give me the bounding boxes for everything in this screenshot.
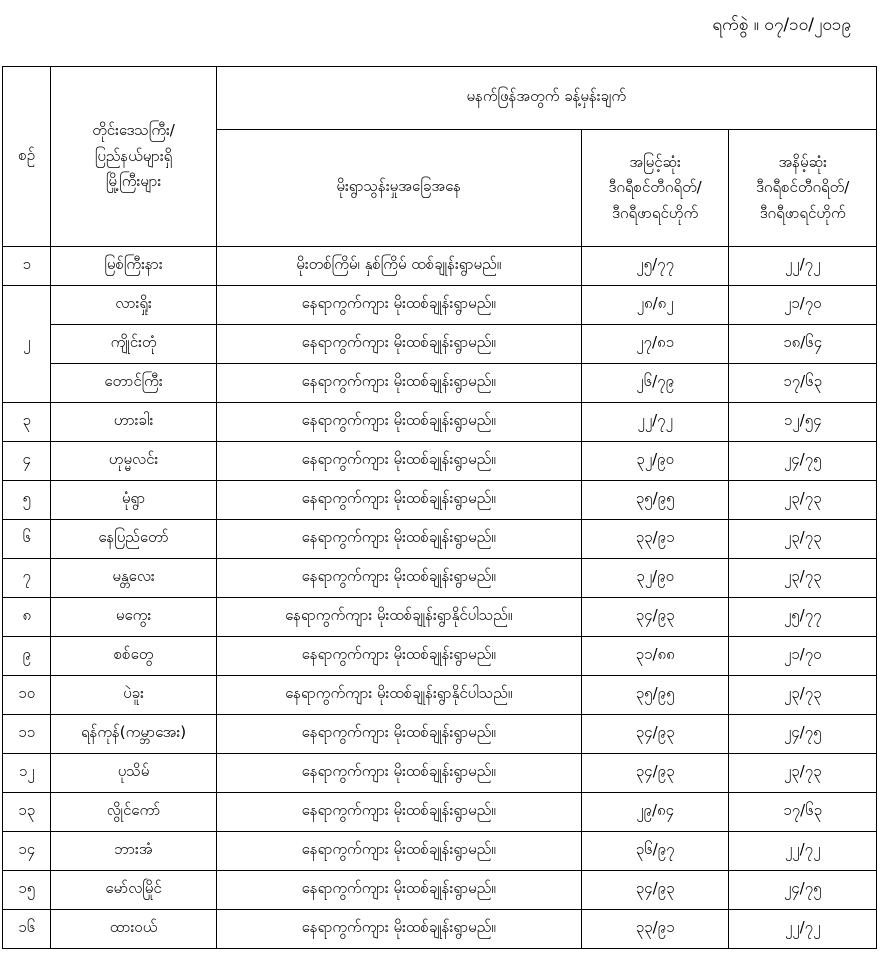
city-cell: မြစ်ကြီးနား xyxy=(51,247,216,286)
table-row xyxy=(3,403,877,442)
condition-cell: နေရာကွက်ကျား မိုးထစ်ချုန်းရွာမည်။ xyxy=(216,286,581,325)
min-temp-cell: ၂၃/၇၃ xyxy=(729,520,877,559)
condition-cell: နေရာကွက်ကျား မိုးထစ်ချုန်းရွာမည်။ xyxy=(216,364,581,403)
condition-cell: နေရာကွက်ကျား မိုးထစ်ချုန်းရွာမည်။ xyxy=(216,715,581,754)
min-temp-cell: ၂၂/၇၂ xyxy=(729,832,877,871)
city-cell: ထားဝယ် xyxy=(51,910,216,949)
table-row xyxy=(3,910,877,949)
condition-cell: နေရာကွက်ကျား မိုးထစ်ချုန်းရွာမည်။ xyxy=(216,871,581,910)
serial-cell: ၆ xyxy=(3,520,51,559)
city-cell: မုံရွာ xyxy=(51,481,216,520)
min-temp-cell: ၂၄/၇၅ xyxy=(729,715,877,754)
max-temp-cell: ၃၁/၈၈ xyxy=(581,637,729,676)
city-cell: မော်လမြိုင် xyxy=(51,871,216,910)
table-row xyxy=(3,481,877,520)
city-cell: ပုသိမ် xyxy=(51,754,216,793)
max-temp-cell: ၃၄/၉၃ xyxy=(581,715,729,754)
city-cell: ပဲခူး xyxy=(51,676,216,715)
serial-cell: ၃ xyxy=(3,403,51,442)
max-temp-cell: ၃၆/၉၇ xyxy=(581,832,729,871)
condition-cell: နေရာကွက်ကျား မိုးထစ်ချုန်းရွာနိုင်ပါသည်။ xyxy=(216,676,581,715)
serial-cell: ၁၂ xyxy=(3,754,51,793)
serial-cell: ၅ xyxy=(3,481,51,520)
condition-cell: နေရာကွက်ကျား မိုးထစ်ချုန်းရွာမည်။ xyxy=(216,559,581,598)
condition-cell: မိုးတစ်ကြိမ်၊ နှစ်ကြိမ် ထစ်ချုန်းရွာမည်။ xyxy=(216,247,581,286)
serial-cell: ၁၆ xyxy=(3,910,51,949)
header-max-temp: အမြင့်ဆုံး ဒီဂရီစင်တီဂရိတ်/ ဒီဂရီဖာရင်ဟိုက် xyxy=(581,130,729,247)
max-temp-cell: ၃၂/၉၀ xyxy=(581,442,729,481)
table-body xyxy=(3,247,877,949)
serial-cell: ၈ xyxy=(3,598,51,637)
table-row xyxy=(3,559,877,598)
serial-cell: ၁၀ xyxy=(3,676,51,715)
max-temp-cell: ၃၃/၉၁ xyxy=(581,910,729,949)
table-row xyxy=(3,754,877,793)
condition-cell: နေရာကွက်ကျား မိုးထစ်ချုန်းရွာမည်။ xyxy=(216,910,581,949)
table-row xyxy=(3,442,877,481)
min-temp-cell: ၁၇/၆၃ xyxy=(729,364,877,403)
table-row xyxy=(3,520,877,559)
table-row xyxy=(3,598,877,637)
max-temp-cell: ၂၉/၈၄ xyxy=(581,793,729,832)
min-temp-cell: ၂၂/၇၂ xyxy=(729,910,877,949)
serial-cell: ၁ xyxy=(3,247,51,286)
table-row xyxy=(3,325,877,364)
min-temp-cell: ၂၄/၇၅ xyxy=(729,871,877,910)
min-temp-cell: ၂၄/၇၅ xyxy=(729,442,877,481)
max-temp-cell: ၃၅/၉၅ xyxy=(581,481,729,520)
header-condition: မိုးရွာသွန်းမှုအခြေအနေ xyxy=(216,130,581,247)
table-row xyxy=(3,793,877,832)
condition-cell: နေရာကွက်ကျား မိုးထစ်ချုန်းရွာမည်။ xyxy=(216,637,581,676)
max-temp-cell: ၂၆/၇၉ xyxy=(581,364,729,403)
condition-cell: နေရာကွက်ကျား မိုးထစ်ချုန်းရွာမည်။ xyxy=(216,442,581,481)
min-temp-cell: ၂၃/၇၃ xyxy=(729,481,877,520)
serial-cell: ၇ xyxy=(3,559,51,598)
serial-cell: ၁၄ xyxy=(3,832,51,871)
city-cell: ကျိုင်းတုံ xyxy=(51,325,216,364)
max-temp-cell: ၃၄/၉၃ xyxy=(581,598,729,637)
serial-cell: ၁၁ xyxy=(3,715,51,754)
city-cell: လွိုင်ကော် xyxy=(51,793,216,832)
max-temp-cell: ၃၂/၉၀ xyxy=(581,559,729,598)
min-temp-cell: ၂၃/၇၃ xyxy=(729,754,877,793)
table-row xyxy=(3,832,877,871)
max-temp-cell: ၃၅/၉၅ xyxy=(581,676,729,715)
min-temp-cell: ၁၇/၆၃ xyxy=(729,793,877,832)
header-forecast-group: မနက်ဖြန်အတွက် ခန့်မှန်းချက် xyxy=(216,67,876,130)
header-city: တိုင်းဒေသကြီး/ ပြည်နယ်များရှိ မြို့ကြီးများ xyxy=(51,67,216,247)
min-temp-cell: ၂၁/၇၀ xyxy=(729,286,877,325)
forecast-table xyxy=(2,66,877,949)
min-temp-cell: ၂၃/၇၃ xyxy=(729,559,877,598)
min-temp-cell: ၂၁/၇၀ xyxy=(729,637,877,676)
condition-cell: နေရာကွက်ကျား မိုးထစ်ချုန်းရွာမည်။ xyxy=(216,754,581,793)
max-temp-cell: ၂၅/၇၇ xyxy=(581,247,729,286)
condition-cell: နေရာကွက်ကျား မိုးထစ်ချုန်းရွာမည်။ xyxy=(216,325,581,364)
serial-cell: ၁၃ xyxy=(3,793,51,832)
condition-cell: နေရာကွက်ကျား မိုးထစ်ချုန်းရွာမည်။ xyxy=(216,481,581,520)
table-row xyxy=(3,637,877,676)
condition-cell: နေရာကွက်ကျား မိုးထစ်ချုန်းရွာမည်။ xyxy=(216,793,581,832)
table-row xyxy=(3,247,877,286)
condition-cell: နေရာကွက်ကျား မိုးထစ်ချုန်းရွာနိုင်ပါသည်။ xyxy=(216,598,581,637)
serial-cell: ၁၅ xyxy=(3,871,51,910)
max-temp-cell: ၂၂/၇၂ xyxy=(581,403,729,442)
city-cell: ဘားအံ xyxy=(51,832,216,871)
city-cell: မန္တလေး xyxy=(51,559,216,598)
serial-cell: ၄ xyxy=(3,442,51,481)
condition-cell: နေရာကွက်ကျား မိုးထစ်ချုန်းရွာမည်။ xyxy=(216,403,581,442)
serial-cell: ၂ xyxy=(3,286,51,403)
max-temp-cell: ၂၇/၈၁ xyxy=(581,325,729,364)
header-min-temp: အနိမ့်ဆုံး ဒီဂရီစင်တီဂရိတ်/ ဒီဂရီဖာရင်ဟိုက် xyxy=(729,130,877,247)
table-row xyxy=(3,676,877,715)
max-temp-cell: ၂၈/၈၂ xyxy=(581,286,729,325)
max-temp-cell: ၃၄/၉၃ xyxy=(581,754,729,793)
city-cell: နေပြည်တော် xyxy=(51,520,216,559)
table-row xyxy=(3,364,877,403)
city-cell: ရန်ကုန်(ကမ္ဘာအေး) xyxy=(51,715,216,754)
table-row xyxy=(3,871,877,910)
serial-cell: ၉ xyxy=(3,637,51,676)
min-temp-cell: ၁၂/၅၄ xyxy=(729,403,877,442)
city-cell: စစ်တွေ xyxy=(51,637,216,676)
max-temp-cell: ၃၄/၉၃ xyxy=(581,871,729,910)
min-temp-cell: ၁၈/၆၄ xyxy=(729,325,877,364)
header-serial: စဉ် xyxy=(3,67,51,247)
city-cell: ဟုမ္မလင်း xyxy=(51,442,216,481)
city-cell: ဟားခါး xyxy=(51,403,216,442)
condition-cell: နေရာကွက်ကျား မိုးထစ်ချုန်းရွာမည်။ xyxy=(216,520,581,559)
min-temp-cell: ၂၂/၇၂ xyxy=(729,247,877,286)
condition-cell: နေရာကွက်ကျား မိုးထစ်ချုန်းရွာမည်။ xyxy=(216,832,581,871)
city-cell: မကွေး xyxy=(51,598,216,637)
min-temp-cell: ၂၅/၇၇ xyxy=(729,598,877,637)
city-cell: တောင်ကြီး xyxy=(51,364,216,403)
max-temp-cell: ၃၃/၉၁ xyxy=(581,520,729,559)
table-row xyxy=(3,715,877,754)
table-header xyxy=(3,67,877,247)
report-date: ရက်စွဲ ။ ၀၇/၁၀/၂၀၁၉ xyxy=(712,15,851,35)
city-cell: လားရှိုး xyxy=(51,286,216,325)
table-row xyxy=(3,286,877,325)
min-temp-cell: ၂၃/၇၃ xyxy=(729,676,877,715)
